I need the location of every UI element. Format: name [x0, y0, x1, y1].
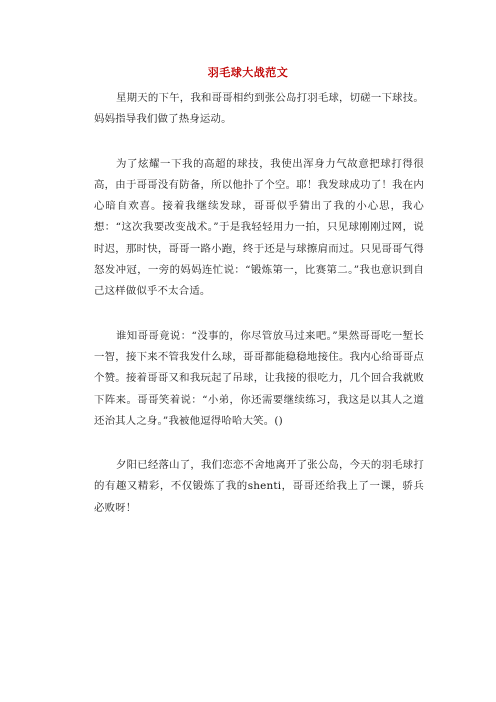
document-body — [94, 88, 424, 519]
paragraph-4: 夕阳已经落山了，我们恋恋不舍地离开了张公岛，今天的羽毛球打的有趣又精彩，不仅锻炼了我的shenti，哥哥还给我上了一课，骄兵必败呀！ — [94, 459, 424, 514]
paragraph-2: 为了炫耀一下我的高超的球技，我使出浑身力气故意把球打得很高，由于哥哥没有防备，所以他扑了个空。耶！我发球成功了！我在内心暗自欢喜。接着我继续发球，哥哥似乎猜出了我的小心思，我心想：“这次我要改变战术。”于是我轻轻用力一拍，只见球刚刚过网，说时迟，那时快，哥哥一路小跑，终于还是与球擦肩而过。只见哥哥气得怒发冲冠，一旁的妈妈连忙说：“锻炼第一，比赛第二。”我也意识到自己这样做似乎不太合适。 — [94, 157, 424, 298]
paragraph-1: 星期天的下午，我和哥哥相约到张公岛打羽毛球，切磋一下球技。妈妈指导我们做了热身运动。 — [94, 92, 424, 126]
paragraph-gap — [94, 131, 424, 154]
paragraph-3: 谁知哥哥竟说：“没事的，你尽管放马过来吧。”果然哥哥吃一堑长一智，接下来不管我发什么球，哥哥都能稳稳地接住。我内心给哥哥点个赞。接着哥哥又和我玩起了吊球，让我接的很吃力，几个回合我就败下阵来。哥哥笑着说：“小弟，你还需要继续练习，我这是以其人之道还治其人之身。”我被他逗得哈哈大笑。() — [94, 329, 424, 427]
paragraph-gap — [94, 432, 424, 455]
document-title: 羽毛球大战范文 — [207, 66, 289, 79]
paragraph-gap — [94, 303, 424, 326]
